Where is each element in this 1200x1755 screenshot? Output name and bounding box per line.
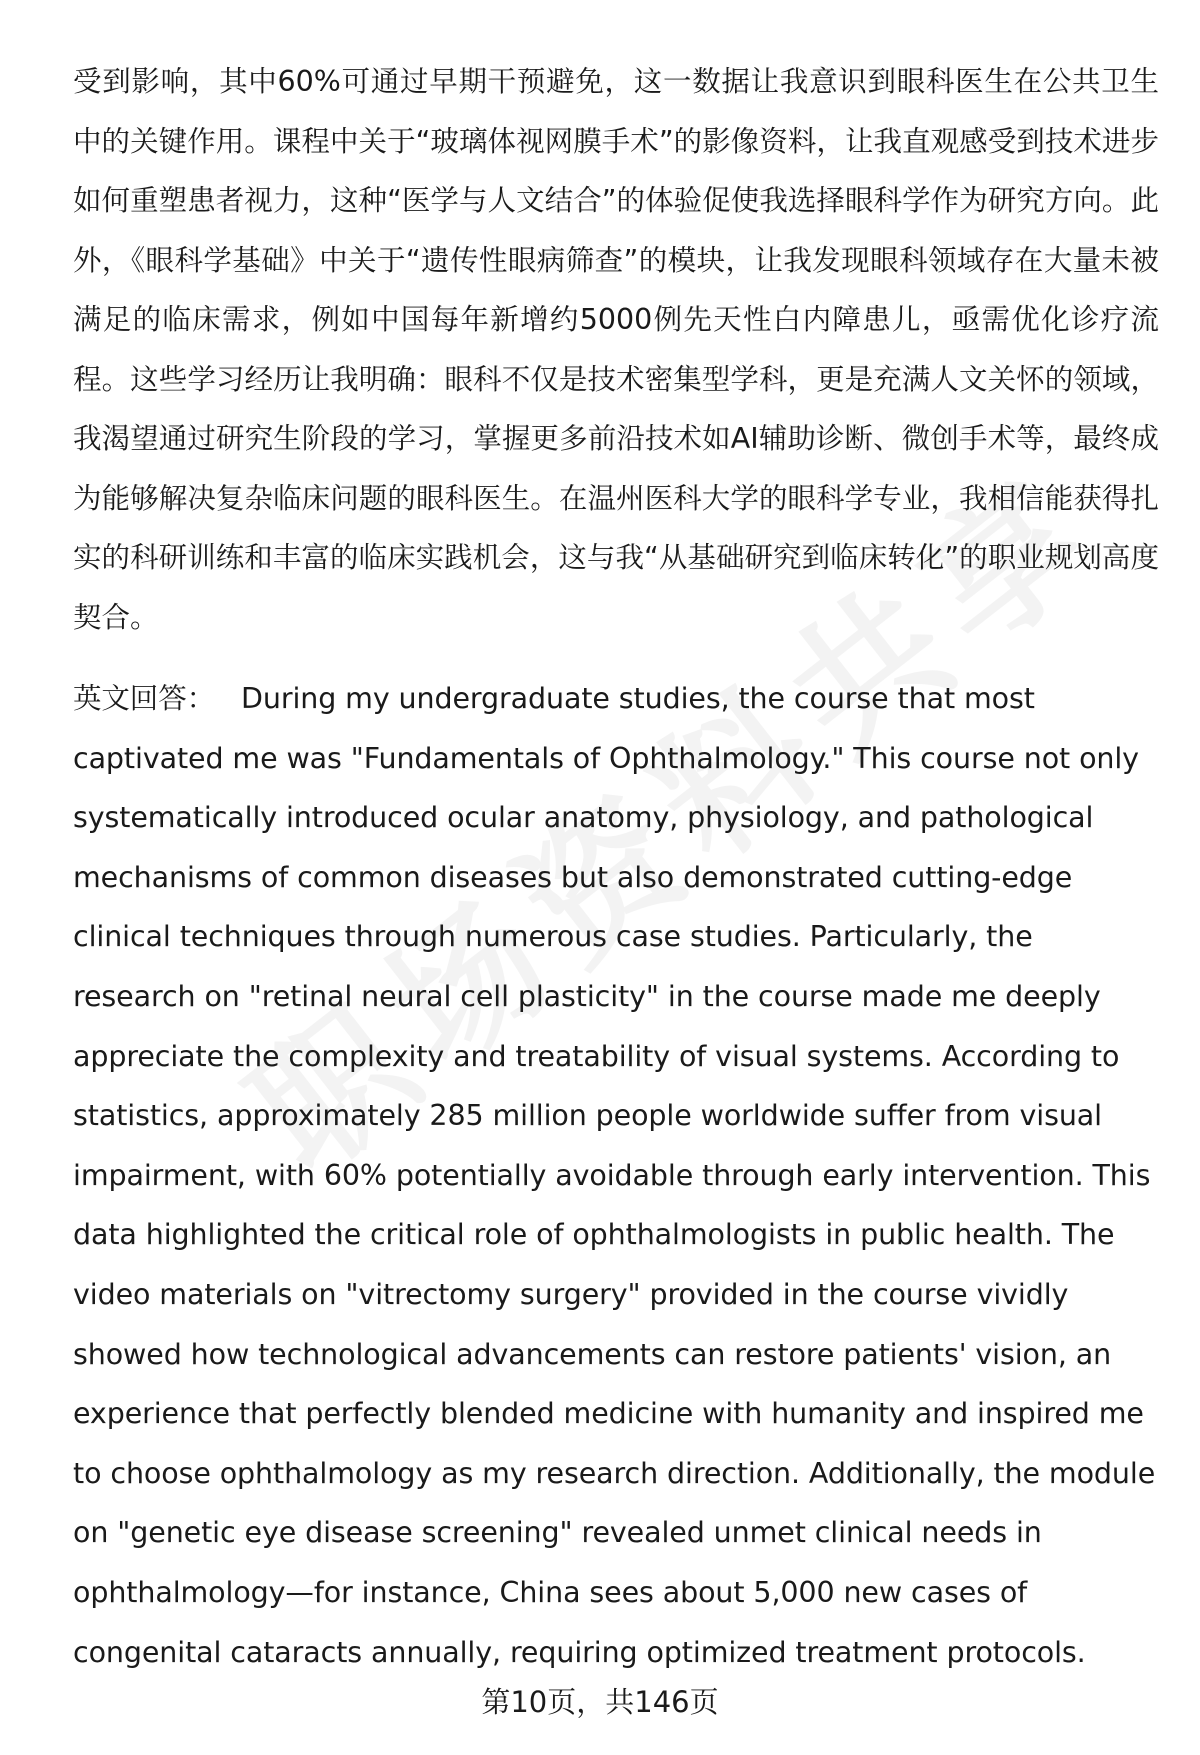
english-answer-text: During my undergraduate studies, the course that most captivated me was "Fundamentals of Ophthalmology." This course not only systematically introduced ocular anatomy, physiology, and pathological mechanisms of common diseases but also demonstrated cutting-edge clinical techniques through numerous case studies. Particularly, the research on "retinal neural cell plasticity" in the course made me deeply appreciate the complexity and treatability of visual systems. According to statistics, approximately 285 million people worldwide suffer from visual impairment, with 60% potentially avoidable through early intervention. This data highlighted the critical role of ophthalmologists in public health. The video materials on "vitrectomy surgery" provided in the course vividly showed how technological advancements can restore patients' vision, an experience that perfectly blended medicine with humanity and inspired me to choose ophthalmology as my research direction. Additionally, the module on "genetic eye disease screening" revealed unmet clinical needs in ophthalmology—for instance, China sees about 5,000 new cases of congenital cataracts annually, requiring optimized treatment protocols. [73, 682, 1156, 1669]
page-indicator: 第10页，共146页 [481, 1685, 719, 1719]
english-answer-paragraph [73, 669, 1159, 1682]
english-answer-label: 英文回答： [73, 682, 216, 715]
chinese-paragraph: 受到影响，其中60%可通过早期干预避免，这一数据让我意识到眼科医生在公共卫生中的关键作用。课程中关于“玻璃体视网膜手术”的影像资料，让我直观感受到技术进步如何重塑患者视力，这种“医学与人文结合”的体验促使我选择眼科学作为研究方向。此外，《眼科学基础》中关于“遗传性眼病筛查”的模块，让我发现眼科领域存在大量未被满足的临床需求，例如中国每年新增约5000例先天性白内障患儿，亟需优化诊疗流程。这些学习经历让我明确：眼科不仅是技术密集型学科，更是充满人文关怀的领域，我渴望通过研究生阶段的学习，掌握更多前沿技术如AI辅助诊断、微创手术等，最终成为能够解决复杂临床问题的眼科医生。在温州医科大学的眼科学专业，我相信能获得扎实的科研训练和丰富的临床实践机会，这与我“从基础研究到临床转化”的职业规划高度契合。 [73, 65, 1159, 634]
document-body [73, 52, 1159, 1682]
